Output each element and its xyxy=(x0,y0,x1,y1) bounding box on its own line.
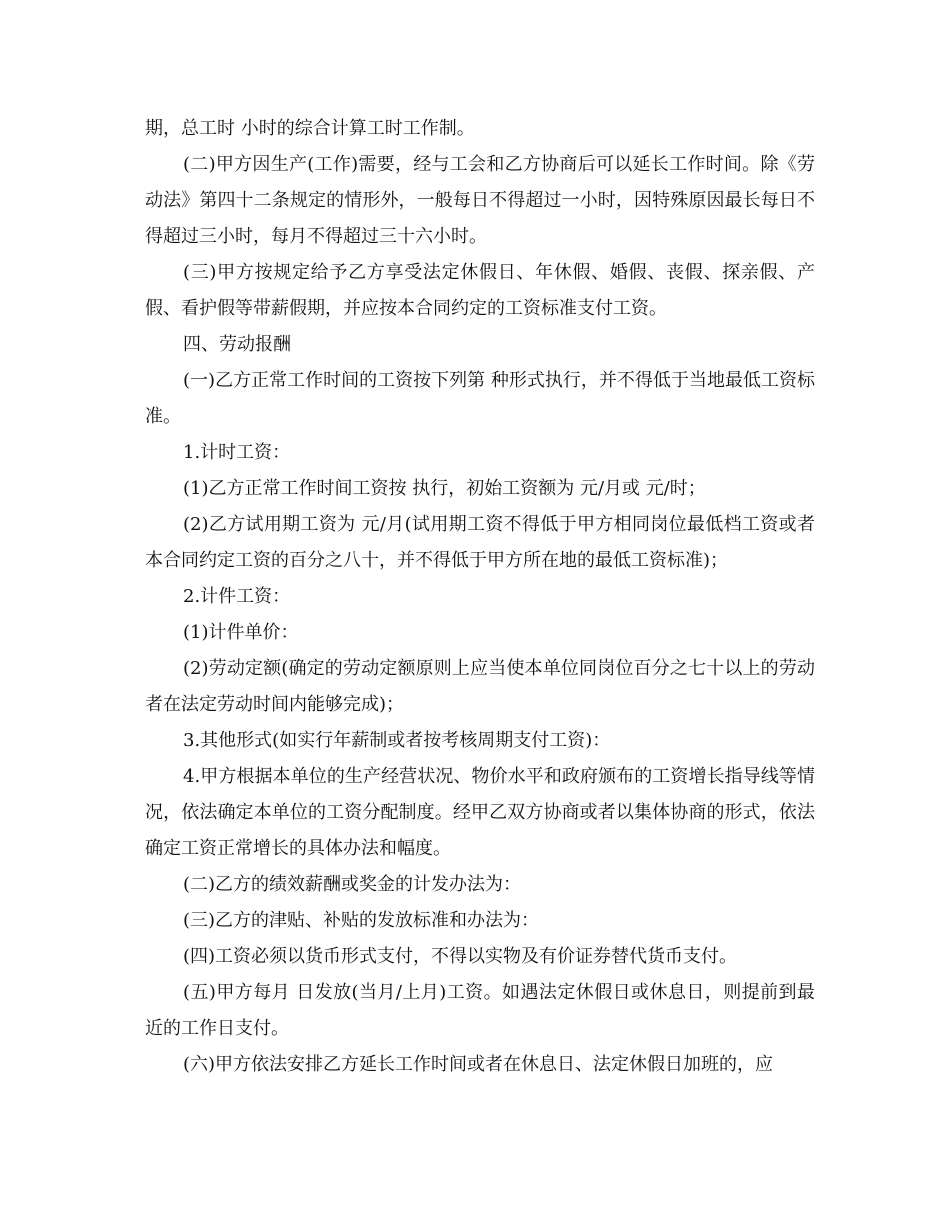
list-item: (2)乙方试用期工资为 元/月(试用期工资不得低于甲方相同岗位最低档工资或者本合同约定工资的百分之八十，并不得低于甲方所在地的最低工资标准)； xyxy=(145,514,815,571)
paragraph: (一)乙方正常工作时间的工资按下列第 种形式执行，并不得低于当地最低工资标准。 xyxy=(145,370,815,427)
paragraph: (二)甲方因生产(工作)需要，经与工会和乙方协商后可以延长工作时间。除《劳动法》第四十二条规定的情形外，一般每日不得超过一小时，因特殊原因最长每日不得超过三小时，每月不得超过三十六小时。 xyxy=(145,154,815,247)
list-item: (1)乙方正常工作时间工资按 执行，初始工资额为 元/月或 元/时； xyxy=(183,478,706,499)
paragraph: (六)甲方依法安排乙方延长工作时间或者在休息日、法定休假日加班的，应 xyxy=(183,1054,774,1075)
list-item: 2.计件工资： xyxy=(183,586,291,607)
paragraph: (三)甲方按规定给予乙方享受法定休假日、年休假、婚假、丧假、探亲假、产假、看护假等带薪假期，并应按本合同约定的工资标准支付工资。 xyxy=(145,262,815,319)
list-item: 4.甲方根据本单位的生产经营状况、物价水平和政府颁布的工资增长指导线等情况，依法确定本单位的工资分配制度。经甲乙双方协商或者以集体协商的形式，依法确定工资正常增长的具体办法和幅度。 xyxy=(145,766,815,859)
list-item: 3.其他形式(如实行年薪制或者按考核周期支付工资)： xyxy=(183,730,611,751)
paragraph: (三)乙方的津贴、补贴的发放标准和办法为： xyxy=(183,910,540,931)
document-body xyxy=(145,111,815,1083)
paragraph: (五)甲方每月 日发放(当月/上月)工资。如遇法定休假日或休息日，则提前到最近的工作日支付。 xyxy=(145,982,815,1039)
list-item: (1)计件单价： xyxy=(183,622,299,643)
list-item: (2)劳动定额(确定的劳动定额原则上应当使本单位同岗位百分之七十以上的劳动者在法定劳动时间内能够完成)； xyxy=(145,658,815,715)
paragraph: 期，总工时 小时的综合计算工时工作制。 xyxy=(145,118,475,139)
list-item: 1.计时工资： xyxy=(183,442,291,463)
paragraph: (二)乙方的绩效薪酬或奖金的计发办法为： xyxy=(183,874,522,895)
section-heading: 四、劳动报酬 xyxy=(183,334,291,355)
paragraph: (四)工资必须以货币形式支付，不得以实物及有价证券替代货币支付。 xyxy=(183,946,738,967)
